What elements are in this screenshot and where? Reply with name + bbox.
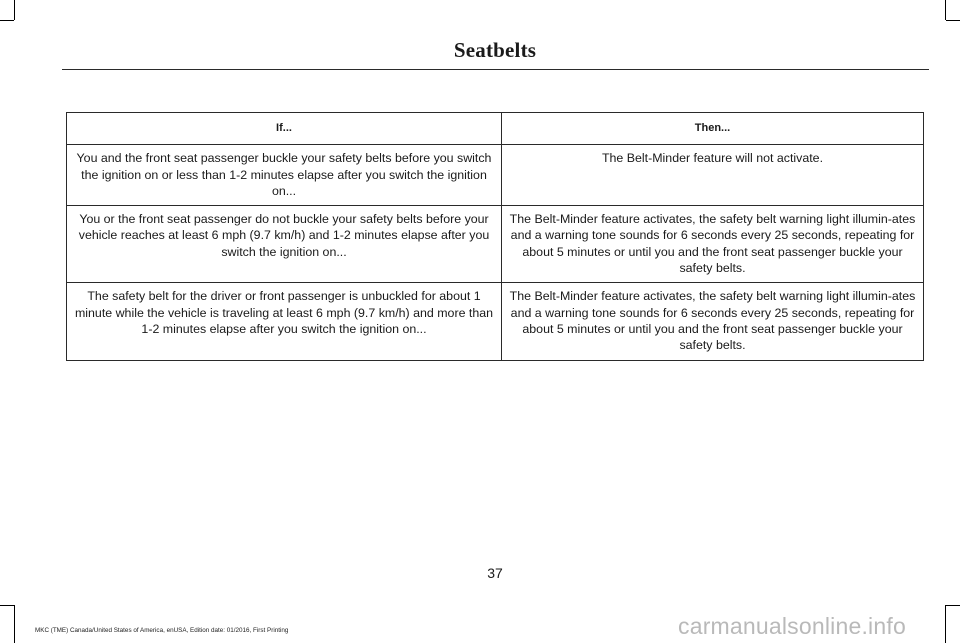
crop-mark-top-left-v xyxy=(14,0,15,20)
condition-cell: The safety belt for the driver or front passenger is unbuckled for about 1 minute while the vehicle is traveling at least 6 mph (9.7 km/h) and more than 1-2 minutes elapse after you switch the ignition on... xyxy=(67,283,502,360)
crop-mark-top-right-h xyxy=(946,20,960,21)
watermark-link[interactable]: carmanualsonline.info xyxy=(678,613,906,639)
belt-minder-table xyxy=(66,112,924,361)
result-cell: The Belt-Minder feature activates, the safety belt warning light illumin-ates and a warning tone sounds for 6 seconds every 25 seconds, repeating for about 5 minutes or until you and the front seat passenger buckle your safety belts. xyxy=(502,206,924,283)
edition-footer: MKC (TME) Canada/United States of America, enUSA, Edition date: 01/2016, First Printing xyxy=(35,627,289,634)
condition-cell: You and the front seat passenger buckle your safety belts before you switch the ignition on or less than 1-2 minutes elapse after you switch the ignition on... xyxy=(67,145,502,206)
crop-mark-bottom-right-v xyxy=(945,605,946,643)
crop-mark-bottom-left-h xyxy=(0,605,14,606)
table-row xyxy=(67,206,924,283)
table-header-row xyxy=(67,113,924,145)
table-row xyxy=(67,283,924,360)
page-title: Seatbelts xyxy=(453,38,537,62)
condition-cell: You or the front seat passenger do not buckle your safety belts before your vehicle reaches at least 6 mph (9.7 km/h) and 1-2 minutes elapse after you switch the ignition on... xyxy=(67,206,502,283)
crop-mark-top-left-h xyxy=(0,20,14,21)
page-number: 37 xyxy=(487,565,503,581)
table-row xyxy=(67,145,924,206)
result-cell: The Belt-Minder feature will not activate. xyxy=(502,145,924,206)
crop-mark-top-right-v xyxy=(945,0,946,20)
column-header-if: If... xyxy=(67,113,502,145)
crop-mark-bottom-left-v xyxy=(14,605,15,643)
crop-mark-bottom-right-h xyxy=(946,605,960,606)
title-rule xyxy=(62,69,929,70)
result-cell: The Belt-Minder feature activates, the safety belt warning light illumin-ates and a warning tone sounds for 6 seconds every 25 seconds, repeating for about 5 minutes or until you and the front seat passenger buckle your safety belts. xyxy=(502,283,924,360)
column-header-then: Then... xyxy=(502,113,924,145)
